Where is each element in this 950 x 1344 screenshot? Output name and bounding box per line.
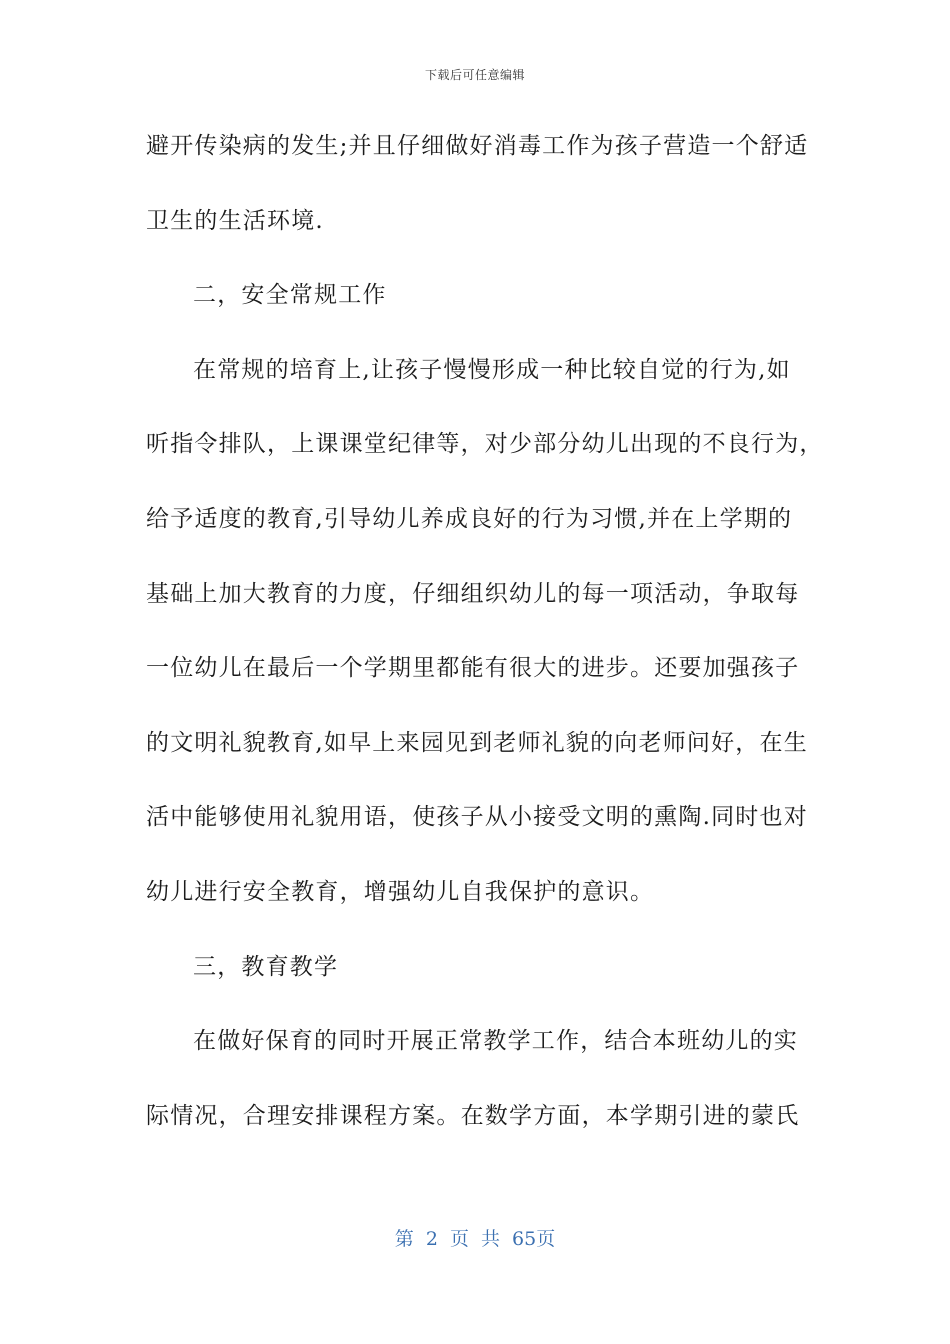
body-line: 际情况，合理安排课程方案。在数学方面，本学期引进的蒙氏 (146, 1102, 800, 1129)
section-heading: 二，安全常规工作 (193, 282, 387, 309)
section-heading: 三，教育教学 (193, 953, 339, 980)
body-line: 避开传染病的发生;并且仔细做好消毒工作为孩子营造一个舒适 (146, 133, 809, 159)
body-line: 基础上加大教育的力度，仔细组织幼儿的每一项活动，争取每 (146, 580, 800, 607)
body-line: 在做好保育的同时开展正常教学工作，结合本班幼儿的实 (193, 1028, 798, 1055)
body-line: 活中能够使用礼貌用语，使孩子从小接受文明的熏陶.同时也对 (146, 804, 808, 831)
body-line: 听指令排队，上课课堂纪律等，对少部分幼儿出现的不良行为， (146, 431, 824, 458)
body-line: 卫生的生活环境. (146, 207, 324, 234)
body-line: 一位幼儿在最后一个学期里都能有很大的进步。还要加强孩子 (146, 655, 800, 682)
body-line: 给予适度的教育,引导幼儿养成良好的行为习惯,并在上学期的 (146, 505, 793, 532)
body-line: 在常规的培育上,让孩子慢慢形成一种比较自觉的行为,如 (193, 356, 791, 383)
document-body (146, 124, 824, 1168)
page-number-footer: 第 2 页 共 65页 (394, 1228, 556, 1250)
page-header: 下载后可任意编辑 (424, 68, 525, 82)
body-line: 幼儿进行安全教育，增强幼儿自我保护的意识。 (146, 878, 655, 905)
body-line: 的文明礼貌教育,如早上来园见到老师礼貌的向老师问好，在生 (146, 729, 808, 756)
